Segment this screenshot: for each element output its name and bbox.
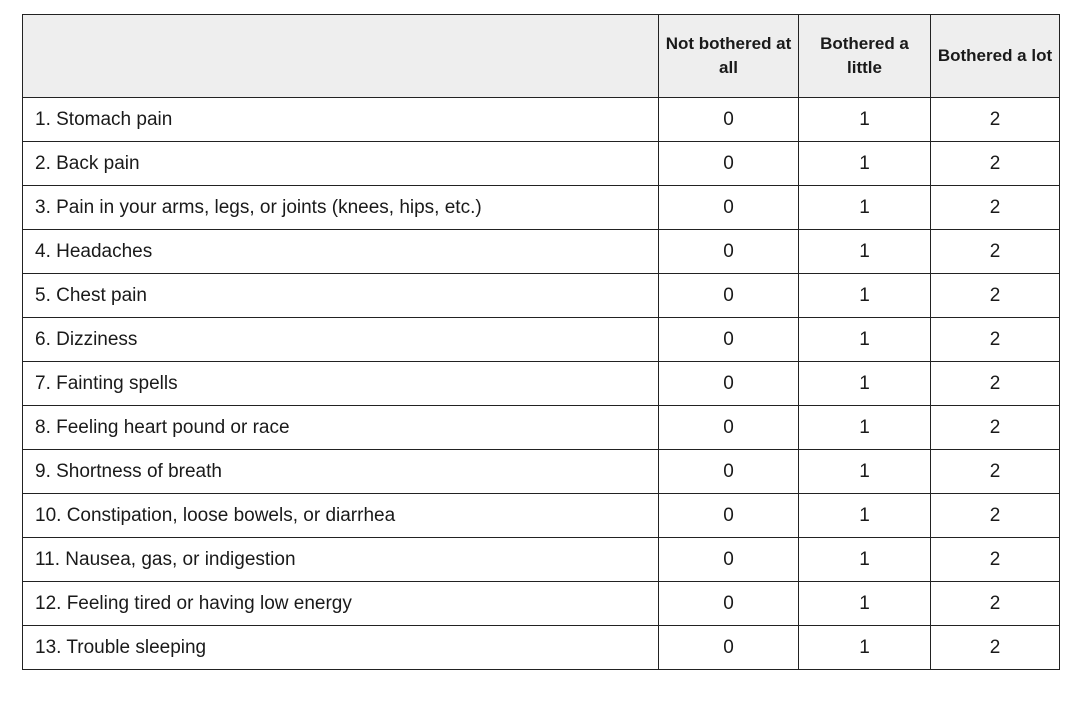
- table-row: [23, 186, 1060, 230]
- score-bothered-lot[interactable]: 2: [931, 230, 1060, 274]
- header-row: [23, 15, 1060, 98]
- score-not-bothered[interactable]: 0: [659, 494, 799, 538]
- score-not-bothered[interactable]: 0: [659, 450, 799, 494]
- score-not-bothered[interactable]: 0: [659, 230, 799, 274]
- score-bothered-lot[interactable]: 2: [931, 450, 1060, 494]
- score-bothered-little[interactable]: 1: [799, 406, 931, 450]
- score-bothered-little[interactable]: 1: [799, 230, 931, 274]
- score-not-bothered[interactable]: 0: [659, 406, 799, 450]
- score-not-bothered[interactable]: 0: [659, 98, 799, 142]
- score-bothered-lot[interactable]: 2: [931, 538, 1060, 582]
- symptom-label: 3. Pain in your arms, legs, or joints (knees, hips, etc.): [23, 186, 659, 230]
- score-not-bothered[interactable]: 0: [659, 362, 799, 406]
- table-row: [23, 538, 1060, 582]
- score-bothered-lot[interactable]: 2: [931, 186, 1060, 230]
- header-bothered-little: Bothered a little: [799, 15, 931, 98]
- symptom-label: 2. Back pain: [23, 142, 659, 186]
- score-bothered-lot[interactable]: 2: [931, 626, 1060, 670]
- score-bothered-little[interactable]: 1: [799, 538, 931, 582]
- table-row: [23, 450, 1060, 494]
- score-bothered-little[interactable]: 1: [799, 450, 931, 494]
- table-row: [23, 494, 1060, 538]
- score-bothered-little[interactable]: 1: [799, 186, 931, 230]
- score-bothered-little[interactable]: 1: [799, 362, 931, 406]
- symptom-label: 4. Headaches: [23, 230, 659, 274]
- score-bothered-little[interactable]: 1: [799, 318, 931, 362]
- symptom-label: 1. Stomach pain: [23, 98, 659, 142]
- symptom-label: 5. Chest pain: [23, 274, 659, 318]
- symptom-label: 7. Fainting spells: [23, 362, 659, 406]
- symptom-label: 8. Feeling heart pound or race: [23, 406, 659, 450]
- score-bothered-little[interactable]: 1: [799, 582, 931, 626]
- score-not-bothered[interactable]: 0: [659, 538, 799, 582]
- score-bothered-lot[interactable]: 2: [931, 318, 1060, 362]
- symptom-label: 10. Constipation, loose bowels, or diarrhea: [23, 494, 659, 538]
- header-bothered-lot: Bothered a lot: [931, 15, 1060, 98]
- table-row: [23, 626, 1060, 670]
- symptom-rating-table: [22, 14, 1060, 670]
- symptom-label: 12. Feeling tired or having low energy: [23, 582, 659, 626]
- score-not-bothered[interactable]: 0: [659, 274, 799, 318]
- score-bothered-lot[interactable]: 2: [931, 582, 1060, 626]
- symptom-label: 6. Dizziness: [23, 318, 659, 362]
- table-row: [23, 274, 1060, 318]
- table-row: [23, 230, 1060, 274]
- score-bothered-little[interactable]: 1: [799, 626, 931, 670]
- score-bothered-lot[interactable]: 2: [931, 142, 1060, 186]
- score-bothered-lot[interactable]: 2: [931, 406, 1060, 450]
- table-row: [23, 406, 1060, 450]
- score-bothered-little[interactable]: 1: [799, 274, 931, 318]
- score-bothered-little[interactable]: 1: [799, 98, 931, 142]
- score-bothered-lot[interactable]: 2: [931, 362, 1060, 406]
- table-row: [23, 142, 1060, 186]
- score-not-bothered[interactable]: 0: [659, 626, 799, 670]
- score-not-bothered[interactable]: 0: [659, 142, 799, 186]
- score-not-bothered[interactable]: 0: [659, 186, 799, 230]
- score-bothered-little[interactable]: 1: [799, 142, 931, 186]
- score-not-bothered[interactable]: 0: [659, 318, 799, 362]
- symptom-label: 9. Shortness of breath: [23, 450, 659, 494]
- symptom-label: 11. Nausea, gas, or indigestion: [23, 538, 659, 582]
- score-bothered-lot[interactable]: 2: [931, 274, 1060, 318]
- table-row: [23, 582, 1060, 626]
- symptom-label: 13. Trouble sleeping: [23, 626, 659, 670]
- table-row: [23, 362, 1060, 406]
- header-symptom: [23, 15, 659, 98]
- score-bothered-lot[interactable]: 2: [931, 98, 1060, 142]
- table-row: [23, 318, 1060, 362]
- score-bothered-lot[interactable]: 2: [931, 494, 1060, 538]
- table-row: [23, 98, 1060, 142]
- score-bothered-little[interactable]: 1: [799, 494, 931, 538]
- score-not-bothered[interactable]: 0: [659, 582, 799, 626]
- header-not-bothered: Not bothered at all: [659, 15, 799, 98]
